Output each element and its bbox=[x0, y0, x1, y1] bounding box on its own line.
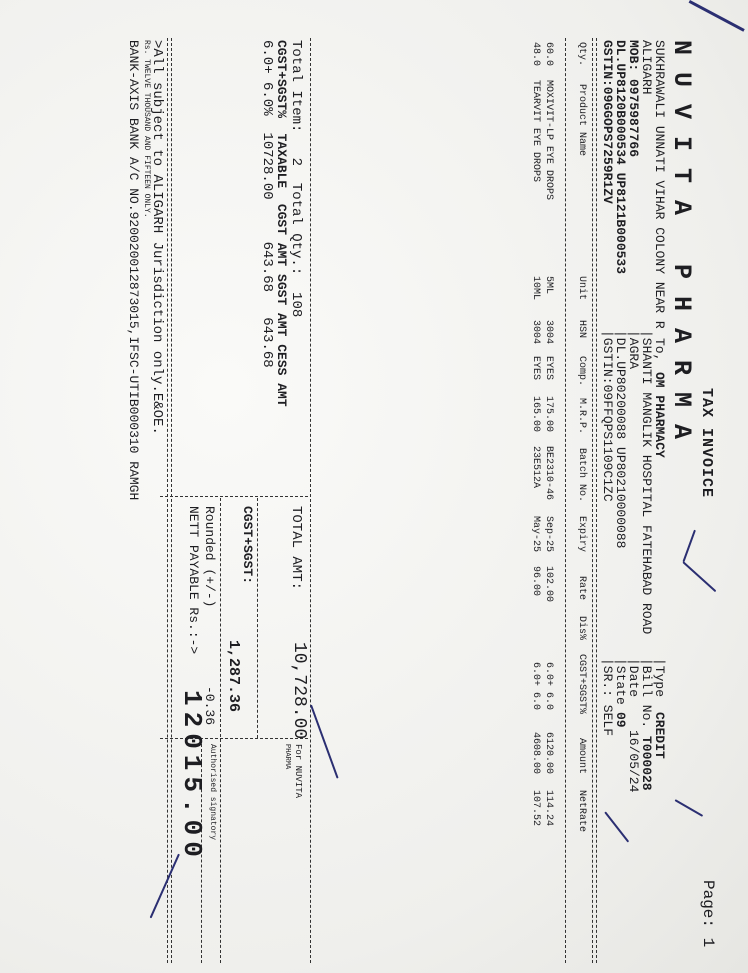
jurisdiction-note: >All subject to ALIGARH Jurisdiction only.E&OE. bbox=[149, 40, 165, 435]
row1-mrp: 175.00 bbox=[543, 396, 554, 433]
col-product: Product Name bbox=[576, 84, 587, 157]
invoice-title: TAX INVOICE bbox=[698, 388, 715, 499]
row1-netrate: 114.24 bbox=[543, 790, 554, 827]
total-items: Total Item: 2 Total Qty.: 108 bbox=[288, 40, 304, 318]
total-amt-label: TOTAL AMT: bbox=[288, 506, 304, 591]
col-comp: Comp. bbox=[576, 356, 587, 387]
seller-dl: DL.UP8120B000534 UP8121B000533 bbox=[613, 40, 628, 275]
rounded-rule bbox=[220, 498, 221, 963]
row1-amount: 6120.00 bbox=[543, 732, 554, 775]
bank-details: BANK-AXIS BANK A/C NO.920020012873015,IFSC-UTIB000310 RAMGH bbox=[126, 40, 141, 501]
row2-comp: EYES bbox=[530, 356, 541, 381]
for-label-2: PHARMA bbox=[283, 744, 291, 770]
ink-check-mark bbox=[150, 854, 180, 919]
page-number: Page: 1 bbox=[699, 880, 717, 948]
gst-values: 6.0+ 6.0% 10728.00 643.68 643.68 bbox=[259, 40, 275, 368]
row1-product: MOXIVIT-LP EYE DROPS bbox=[543, 80, 554, 201]
col-unit: Unit bbox=[576, 276, 587, 301]
summary-bottom-rule bbox=[167, 38, 172, 963]
col-qty: Qty. bbox=[576, 42, 587, 67]
seller-city: ALIGARH bbox=[639, 40, 654, 95]
row2-expiry: May-25 bbox=[530, 516, 541, 553]
buyer-dl: |DL.UP80200088 UP80210000088 bbox=[613, 330, 628, 549]
rounded-value: -0.36 bbox=[202, 686, 217, 726]
seller-mobile: MOB: 0975987766 bbox=[626, 40, 641, 158]
bill-number-label: |Bill No. bbox=[639, 658, 654, 729]
row2-unit: 10ML bbox=[530, 276, 541, 301]
row2-gst: 6.0+ 6.0 bbox=[530, 662, 541, 711]
bill-date-value: 16/05/24 bbox=[626, 730, 641, 793]
row2-rate: 96.00 bbox=[530, 566, 541, 597]
col-mrp: M.R.P. bbox=[576, 398, 587, 435]
col-amount: Amount bbox=[576, 738, 587, 775]
rounded-label: Rounded (+/-) bbox=[202, 506, 217, 608]
col-gst: CGST+SGST% bbox=[576, 654, 587, 715]
col-expiry: Expiry bbox=[576, 516, 587, 553]
gst-headers: CGST+SGST% TAXABLE CGST AMT SGST AMT CESS AMT bbox=[274, 40, 289, 407]
row2-qty: 48.0 bbox=[530, 42, 541, 67]
row1-batch: BE2310-46 bbox=[543, 446, 554, 501]
ink-check-mark bbox=[675, 799, 704, 817]
seller-address: SUKHRAWALI UNNATI VIHAR COLONY NEAR R bbox=[652, 40, 667, 329]
total-amt-value: 10,728.00 bbox=[289, 642, 309, 740]
summary-top-rule bbox=[310, 38, 311, 963]
row2-product: TEARVIT EYE DROPS bbox=[530, 80, 541, 183]
row1-hsn: 3004 bbox=[543, 320, 554, 345]
bill-sr: |SR.: SELF bbox=[600, 658, 615, 737]
cgst-sgst-label: CGST+SGST: bbox=[240, 506, 255, 585]
table-top-rule bbox=[592, 38, 597, 963]
row2-netrate: 107.52 bbox=[530, 790, 541, 827]
row2-mrp: 165.00 bbox=[530, 396, 541, 433]
bill-type-value: CREDIT bbox=[652, 712, 667, 759]
bill-date-label: |Date bbox=[626, 658, 641, 698]
seller-name: N U V I T A P H A R M A bbox=[667, 40, 696, 441]
col-rate: Rate bbox=[576, 576, 587, 601]
buyer-gstin: |GSTIN:09FFQPS1109C1ZC bbox=[600, 330, 615, 502]
nett-payable-label: NETT PAYABLE Rs.:-> bbox=[186, 506, 201, 655]
cgst-sgst-value: 1,287.36 bbox=[225, 640, 242, 713]
ink-check-mark bbox=[310, 705, 339, 779]
buyer-to-label: To, bbox=[652, 338, 667, 362]
ink-check-mark bbox=[682, 530, 696, 563]
buyer-name: OM PHARMACY bbox=[652, 372, 667, 458]
row1-qty: 60.0 bbox=[543, 42, 554, 67]
col-dis: Dis% bbox=[576, 616, 587, 641]
row1-comp: EYES bbox=[543, 356, 554, 381]
col-batch: Batch No. bbox=[576, 448, 587, 503]
col-netrate: NetRate bbox=[576, 790, 587, 833]
row2-batch: 23E512A bbox=[530, 446, 541, 489]
cgst-rule bbox=[257, 498, 258, 738]
ink-check-mark bbox=[682, 561, 716, 592]
buyer-address: |SHANTI MANGLIK HOSPITAL FATEHABAD ROAD bbox=[639, 330, 654, 635]
summary-divider bbox=[160, 496, 308, 497]
row1-unit: 5ML bbox=[543, 276, 554, 295]
bill-type-label: |Type bbox=[652, 658, 667, 698]
bill-state-value: 09 bbox=[613, 712, 628, 728]
signatory-label: Authorised signatory bbox=[208, 744, 217, 841]
row1-expiry: Sep-25 bbox=[543, 516, 554, 553]
col-hsn: HSN bbox=[576, 320, 587, 339]
amount-in-words: Rs. TWELVE THOUSAND AND FIFTEEN ONLY. bbox=[142, 40, 151, 218]
row1-rate: 102.00 bbox=[543, 566, 554, 603]
seller-gstin: GSTIN:09GGOPS7259R1ZV bbox=[600, 40, 615, 204]
row1-gst: 6.0+ 6.0 bbox=[543, 662, 554, 711]
row2-hsn: 3004 bbox=[530, 320, 541, 345]
row2-amount: 4608.00 bbox=[530, 732, 541, 775]
bill-number-value: T000028 bbox=[639, 736, 654, 791]
bill-state-label: |State bbox=[613, 658, 628, 705]
ink-check-mark bbox=[604, 811, 629, 842]
buyer-city: |AGRA bbox=[626, 330, 641, 370]
nett-payable-value: 12015.00 bbox=[177, 690, 207, 863]
for-label: For NUVITA bbox=[293, 744, 303, 799]
table-header-rule bbox=[565, 38, 566, 963]
